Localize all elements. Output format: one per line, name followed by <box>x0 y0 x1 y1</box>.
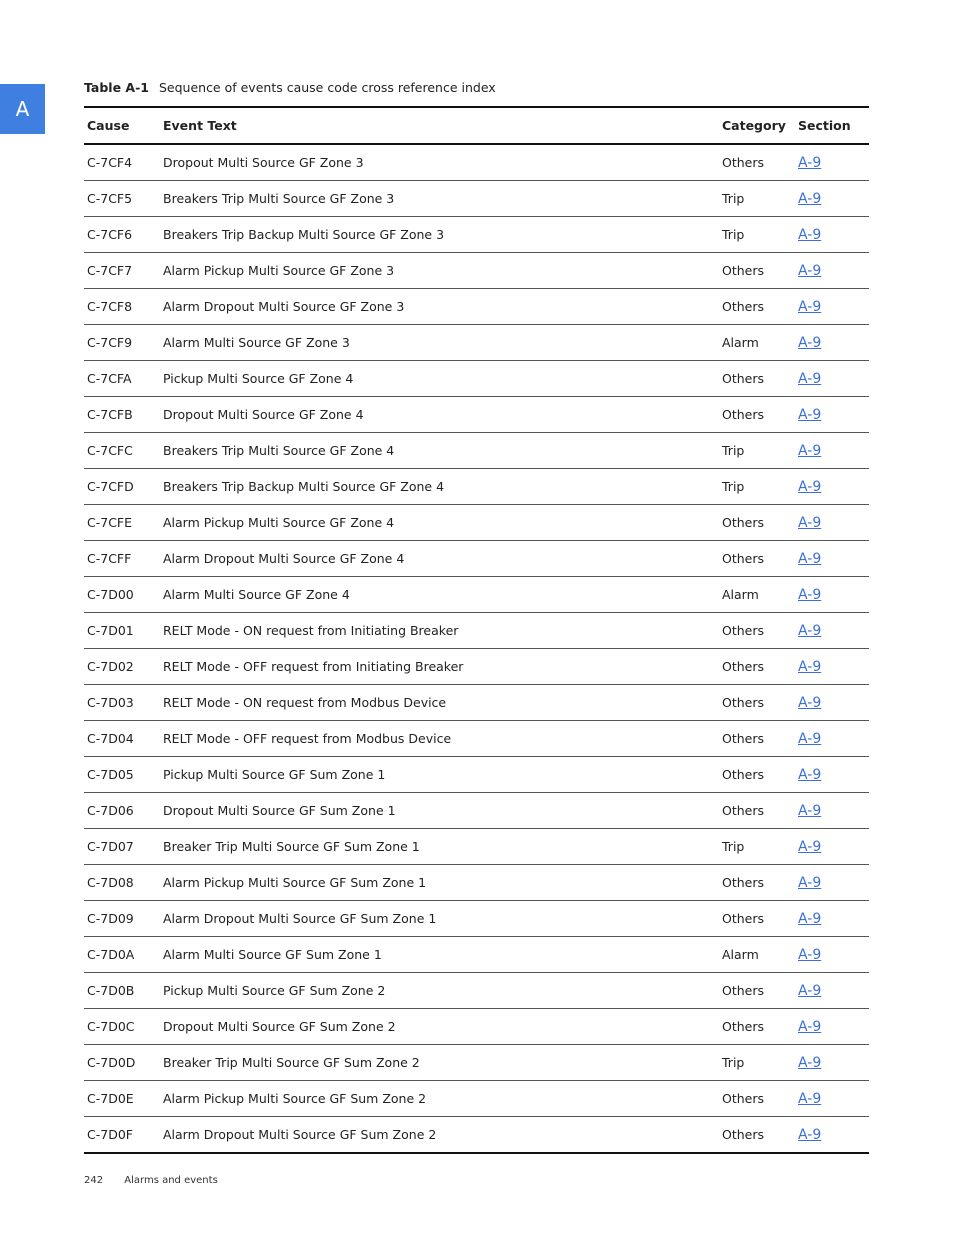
section-cell <box>795 577 869 613</box>
table-row <box>84 1045 869 1081</box>
event-text-cell: Alarm Pickup Multi Source GF Zone 3 <box>160 253 719 289</box>
section-link[interactable]: A-9 <box>798 730 822 747</box>
event-text-cell: Breakers Trip Multi Source GF Zone 4 <box>160 433 719 469</box>
category-cell: Others <box>719 289 795 325</box>
event-text-cell: RELT Mode - ON request from Modbus Device <box>160 685 719 721</box>
section-cell <box>795 865 869 901</box>
event-text-cell: Alarm Dropout Multi Source GF Zone 4 <box>160 541 719 577</box>
section-link[interactable]: A-9 <box>798 262 822 279</box>
section-cell <box>795 469 869 505</box>
section-cell <box>795 433 869 469</box>
section-link[interactable]: A-9 <box>798 838 822 855</box>
table-header-row <box>84 107 869 144</box>
table-row <box>84 1117 869 1154</box>
section-cell <box>795 1009 869 1045</box>
table-row <box>84 144 869 181</box>
table-row <box>84 433 869 469</box>
cause-code-cell: C-7D0D <box>84 1045 160 1081</box>
section-cell <box>795 757 869 793</box>
section-cell <box>795 649 869 685</box>
appendix-tab <box>0 84 45 134</box>
section-cell <box>795 901 869 937</box>
header-category: Category <box>719 107 795 144</box>
event-text-cell: Breakers Trip Backup Multi Source GF Zone 4 <box>160 469 719 505</box>
category-cell: Others <box>719 1009 795 1045</box>
table-row <box>84 577 869 613</box>
appendix-tab-letter: A <box>15 97 30 121</box>
section-cell <box>795 1117 869 1154</box>
table-row <box>84 325 869 361</box>
section-link[interactable]: A-9 <box>798 1018 822 1035</box>
cause-code-cell: C-7D0A <box>84 937 160 973</box>
cause-code-cell: C-7CF4 <box>84 144 160 181</box>
event-text-cell: Alarm Pickup Multi Source GF Zone 4 <box>160 505 719 541</box>
category-cell: Others <box>722 1127 765 1142</box>
event-text-cell: Alarm Multi Source GF Zone 3 <box>160 325 719 361</box>
section-link[interactable]: A-9 <box>798 478 822 495</box>
event-text-cell: Pickup Multi Source GF Sum Zone 2 <box>160 973 719 1009</box>
table-row <box>84 685 869 721</box>
section-link[interactable]: A-9 <box>798 622 822 639</box>
cause-code-cell: C-7D05 <box>84 757 160 793</box>
category-cell: Others <box>719 721 795 757</box>
section-link[interactable]: A-9 <box>798 658 822 675</box>
cause-code-cell: C-7CFF <box>84 541 160 577</box>
category-cell: Others <box>719 613 795 649</box>
cause-code-table <box>84 106 869 1154</box>
page-footer <box>84 1175 218 1186</box>
category-cell: Alarm <box>719 937 795 973</box>
section-link[interactable]: A-9 <box>798 154 822 171</box>
cause-code-cell: C-7D00 <box>84 577 160 613</box>
section-link[interactable]: A-9 <box>798 802 822 819</box>
cause-code-cell: C-7CFE <box>84 505 160 541</box>
section-cell <box>795 361 869 397</box>
cause-code-cell: C-7D02 <box>84 649 160 685</box>
cause-code-cell: C-7D0C <box>84 1009 160 1045</box>
event-text-cell: Dropout Multi Source GF Zone 3 <box>160 144 719 181</box>
category-cell: Others <box>719 973 795 1009</box>
category-cell: Others <box>719 1081 795 1117</box>
section-cell <box>795 613 869 649</box>
event-text-cell: Breaker Trip Multi Source GF Sum Zone 1 <box>160 829 719 865</box>
event-text-cell: Alarm Multi Source GF Sum Zone 1 <box>160 937 719 973</box>
event-text-cell: Breakers Trip Multi Source GF Zone 3 <box>160 181 719 217</box>
category-cell: Others <box>719 793 795 829</box>
table-row <box>84 397 869 433</box>
section-cell <box>795 1045 869 1081</box>
section-link[interactable]: A-9 <box>798 442 822 459</box>
table-row <box>84 901 869 937</box>
table-row <box>84 217 869 253</box>
section-cell <box>795 325 869 361</box>
table-row <box>84 541 869 577</box>
event-text-cell: RELT Mode - OFF request from Initiating Breaker <box>160 649 719 685</box>
cause-code-cell: C-7CFC <box>84 433 160 469</box>
cause-code-cell: C-7D0F <box>87 1127 133 1142</box>
table-row <box>84 793 869 829</box>
table-caption-label: Table A-1 <box>84 80 149 95</box>
event-text-cell: Alarm Dropout Multi Source GF Sum Zone 1 <box>160 901 719 937</box>
cause-code-cell: C-7D08 <box>84 865 160 901</box>
category-cell: Others <box>719 253 795 289</box>
section-link[interactable]: A-9 <box>798 298 822 315</box>
event-text-cell: RELT Mode - OFF request from Modbus Device <box>160 721 719 757</box>
category-cell: Others <box>719 649 795 685</box>
section-cell <box>795 685 869 721</box>
event-text-cell: Alarm Dropout Multi Source GF Sum Zone 2 <box>163 1127 437 1142</box>
table-caption <box>84 80 496 95</box>
category-cell: Others <box>719 397 795 433</box>
header-cause: Cause <box>84 107 160 144</box>
section-link[interactable]: A-9 <box>798 586 822 603</box>
cause-code-cell: C-7D07 <box>84 829 160 865</box>
event-text-cell: Dropout Multi Source GF Sum Zone 2 <box>160 1009 719 1045</box>
cause-code-cell: C-7D04 <box>84 721 160 757</box>
cause-code-cell: C-7D0E <box>84 1081 160 1117</box>
table-row <box>84 649 869 685</box>
cause-code-cell: C-7D0B <box>84 973 160 1009</box>
category-cell: Trip <box>719 1045 795 1081</box>
event-text-cell: Alarm Pickup Multi Source GF Sum Zone 1 <box>160 865 719 901</box>
cause-code-cell: C-7CF5 <box>84 181 160 217</box>
section-cell <box>795 829 869 865</box>
section-cell <box>795 793 869 829</box>
section-link[interactable]: A-9 <box>798 1090 822 1107</box>
event-text-cell: Dropout Multi Source GF Zone 4 <box>160 397 719 433</box>
section-cell <box>795 181 869 217</box>
section-link[interactable]: A-9 <box>798 370 822 387</box>
section-link[interactable]: A-9 <box>798 550 822 567</box>
section-cell <box>795 937 869 973</box>
section-cell <box>795 253 869 289</box>
section-cell <box>795 289 869 325</box>
section-link[interactable]: A-9 <box>798 982 822 999</box>
section-link[interactable]: A-9 <box>798 334 822 351</box>
category-cell: Others <box>719 901 795 937</box>
header-event-text: Event Text <box>160 107 719 144</box>
category-cell: Trip <box>719 433 795 469</box>
section-link[interactable]: A-9 <box>798 514 822 531</box>
table-row <box>84 505 869 541</box>
table-caption-text: Sequence of events cause code cross reference index <box>158 80 496 95</box>
table-row <box>84 469 869 505</box>
cause-code-cell: C-7CF6 <box>84 217 160 253</box>
footer-section-title: Alarms and events <box>124 1175 218 1186</box>
table-row <box>84 1081 869 1117</box>
cause-code-cell: C-7D01 <box>84 613 160 649</box>
cause-code-cell: C-7CFA <box>84 361 160 397</box>
category-cell: Trip <box>719 829 795 865</box>
section-link[interactable]: A-9 <box>798 946 822 963</box>
event-text-cell: Breaker Trip Multi Source GF Sum Zone 2 <box>160 1045 719 1081</box>
cause-code-cell: C-7D09 <box>84 901 160 937</box>
section-cell <box>795 973 869 1009</box>
event-text-cell: Alarm Dropout Multi Source GF Zone 3 <box>160 289 719 325</box>
table-row <box>84 721 869 757</box>
section-link[interactable]: A-9 <box>798 406 822 423</box>
section-link[interactable]: A-9 <box>798 910 822 927</box>
table-row <box>84 865 869 901</box>
event-text-cell: Alarm Multi Source GF Zone 4 <box>160 577 719 613</box>
section-cell <box>795 721 869 757</box>
table-row <box>84 361 869 397</box>
category-cell: Alarm <box>719 577 795 613</box>
category-cell: Others <box>719 361 795 397</box>
table-body <box>84 144 869 1153</box>
section-link[interactable]: A-9 <box>798 1054 822 1071</box>
table-row <box>84 757 869 793</box>
category-cell: Trip <box>719 469 795 505</box>
event-text-cell: Breakers Trip Backup Multi Source GF Zone 3 <box>160 217 719 253</box>
table-row <box>84 613 869 649</box>
category-cell: Others <box>719 541 795 577</box>
table-row <box>84 829 869 865</box>
table-row <box>84 289 869 325</box>
category-cell: Others <box>719 505 795 541</box>
section-link[interactable]: A-9 <box>798 694 822 711</box>
cause-code-cell: C-7CF9 <box>84 325 160 361</box>
section-cell <box>795 217 869 253</box>
header-section: Section <box>795 107 869 144</box>
category-cell: Trip <box>719 181 795 217</box>
event-text-cell: Pickup Multi Source GF Sum Zone 1 <box>160 757 719 793</box>
section-link[interactable]: A-9 <box>798 190 822 207</box>
event-text-cell: Dropout Multi Source GF Sum Zone 1 <box>160 793 719 829</box>
section-link[interactable]: A-9 <box>798 766 822 783</box>
section-cell <box>795 541 869 577</box>
table-row <box>84 253 869 289</box>
category-cell: Others <box>719 757 795 793</box>
cause-code-cell: C-7CFB <box>84 397 160 433</box>
cause-code-cell: C-7CF8 <box>84 289 160 325</box>
table-row <box>84 181 869 217</box>
cause-code-cell: C-7CF7 <box>84 253 160 289</box>
category-cell: Others <box>719 685 795 721</box>
section-cell <box>795 1081 869 1117</box>
section-link[interactable]: A-9 <box>798 1126 822 1143</box>
page-number: 242 <box>84 1175 104 1186</box>
table-row <box>84 937 869 973</box>
table-row <box>84 973 869 1009</box>
cause-code-cell: C-7D03 <box>84 685 160 721</box>
section-link[interactable]: A-9 <box>798 874 822 891</box>
category-cell: Trip <box>719 217 795 253</box>
category-cell: Others <box>719 865 795 901</box>
cause-code-cell: C-7CFD <box>84 469 160 505</box>
cause-code-cell: C-7D06 <box>84 793 160 829</box>
event-text-cell: Alarm Pickup Multi Source GF Sum Zone 2 <box>160 1081 719 1117</box>
section-cell <box>795 397 869 433</box>
category-cell: Alarm <box>719 325 795 361</box>
event-text-cell: RELT Mode - ON request from Initiating Breaker <box>160 613 719 649</box>
event-text-cell: Pickup Multi Source GF Zone 4 <box>160 361 719 397</box>
section-cell <box>795 505 869 541</box>
section-link[interactable]: A-9 <box>798 226 822 243</box>
section-cell <box>795 144 869 181</box>
table-row <box>84 1009 869 1045</box>
category-cell: Others <box>719 144 795 181</box>
